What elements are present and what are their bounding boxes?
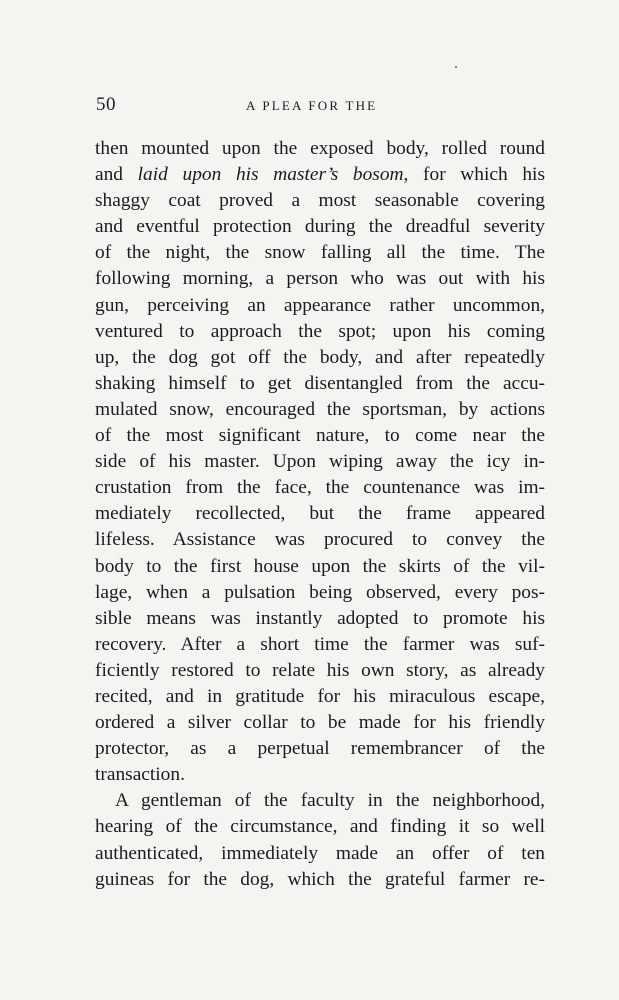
text-line: ordered a silver collar to be made for his friendly	[95, 712, 545, 734]
text-line: of the night, the snow falling all the time. The	[95, 242, 545, 264]
text-line: guineas for the dog, which the grateful farmer re-	[95, 868, 545, 890]
text-line: then mounted upon the exposed body, rolled round	[95, 138, 545, 159]
text-line-italic: and laid upon his master’s bosom, for which his	[95, 164, 545, 186]
text-line: up, the dog got off the body, and after repeatedly	[95, 346, 545, 368]
text-line: gun, perceiving an appearance rather uncommon,	[95, 294, 545, 316]
text-line: ventured to approach the spot; upon his coming	[95, 320, 545, 342]
text-line: lifeless. Assistance was procured to convey the	[95, 529, 545, 551]
text-line: hearing of the circumstance, and finding it so well	[95, 816, 545, 838]
text-line: shaking himself to get disentangled from the accu-	[95, 372, 545, 394]
text-line: following morning, a person who was out with his	[95, 268, 545, 290]
text-line: protector, as a perpetual remembrancer of the	[95, 738, 545, 760]
italic-phrase: laid upon his master’s bosom	[137, 164, 404, 186]
text-line: recovery. After a short time the farmer was suf-	[95, 633, 545, 655]
text-line: transaction.	[95, 764, 185, 786]
paragraph-2	[95, 788, 545, 892]
text-line: crustation from the face, the countenance was im-	[95, 477, 545, 499]
page-header	[96, 94, 546, 118]
text-line: sible means was instantly adopted to promote his	[95, 607, 545, 629]
text-line: mulated snow, encouraged the sportsman, by actions	[95, 398, 545, 420]
text-line: authenticated, immediately made an offer of ten	[95, 842, 545, 864]
text-line: side of his master. Upon wiping away the icy in-	[95, 451, 545, 473]
running-head: A PLEA FOR THE	[246, 98, 378, 113]
text-line: A gentleman of the faculty in the neighborhood,	[115, 790, 545, 812]
paragraph-1	[95, 136, 545, 788]
text-line: and eventful protection during the dreadful severity	[95, 216, 545, 238]
text-line: body to the first house upon the skirts of the vil-	[95, 555, 545, 577]
text-line: mediately recollected, but the frame appeared	[95, 503, 545, 525]
paper-speck	[455, 66, 457, 68]
text-line: shaggy coat proved a most seasonable covering	[95, 190, 545, 212]
text-line: ficiently restored to relate his own story, as already	[95, 659, 545, 681]
body-text	[95, 136, 545, 893]
page-number: 50	[96, 94, 116, 115]
text-line: of the most significant nature, to come near the	[95, 425, 545, 447]
text-line: recited, and in gratitude for his miraculous escape,	[95, 685, 545, 707]
text-line: lage, when a pulsation being observed, every pos-	[95, 581, 545, 603]
